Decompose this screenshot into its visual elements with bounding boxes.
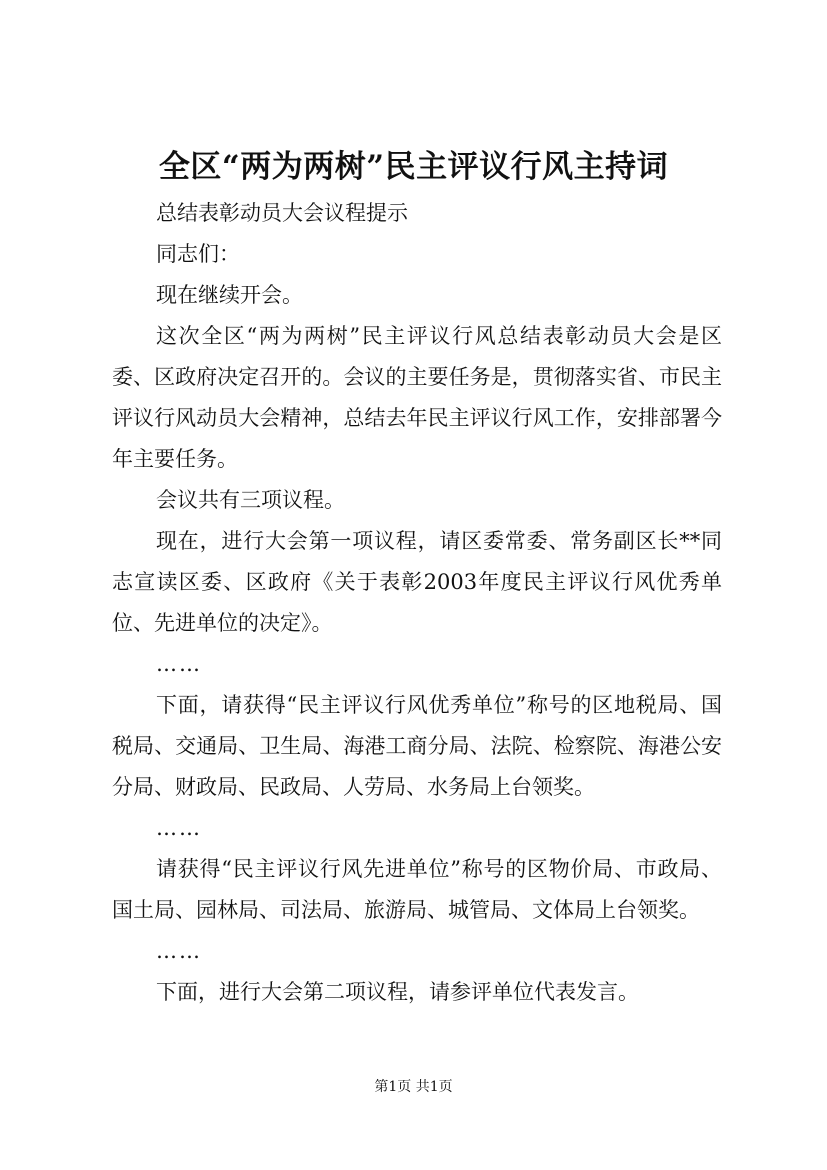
- body-paragraph: 现在继续开会。: [156, 283, 303, 307]
- ellipsis-paragraph: ……: [156, 652, 202, 676]
- body-paragraph: 请获得“民主评议行风先进单位”称号的区物价局、市政局、国土局、园林局、司法局、旅游局、城管局、文体局上台领奖。: [112, 857, 722, 922]
- ellipsis-paragraph: ……: [156, 816, 202, 840]
- page-footer: 第1页 共1页: [374, 1079, 453, 1095]
- body-paragraph: 会议共有三项议程。: [156, 488, 345, 512]
- body-paragraph: 现在，进行大会第一项议程，请区委常委、常务副区长**同志宣读区委、区政府《关于表彰2003年度民主评议行风优秀单位、先进单位的决定》。: [112, 529, 722, 635]
- document-title: 全区“两为两树”民主评议行风主持词: [158, 149, 669, 185]
- body-paragraph: 下面，进行大会第二项议程，请参评单位代表发言。: [156, 980, 639, 1004]
- body-paragraph: 这次全区“两为两树”民主评议行风总结表彰动员大会是区委、区政府决定召开的。会议的主要任务是，贯彻落实省、市民主评议行风动员大会精神，总结去年民主评议行风工作，安排部署今年主要任务。: [112, 324, 722, 471]
- ellipsis-paragraph: ……: [156, 939, 202, 963]
- salutation-paragraph: 同志们：: [156, 242, 240, 266]
- document-body: [112, 193, 722, 1013]
- body-paragraph: 下面，请获得“民主评议行风优秀单位”称号的区地税局、国税局、交通局、卫生局、海港工商分局、法院、检察院、海港公安分局、财政局、民政局、人劳局、水务局上台领奖。: [112, 693, 722, 799]
- subtitle-paragraph: 总结表彰动员大会议程提示: [156, 201, 408, 225]
